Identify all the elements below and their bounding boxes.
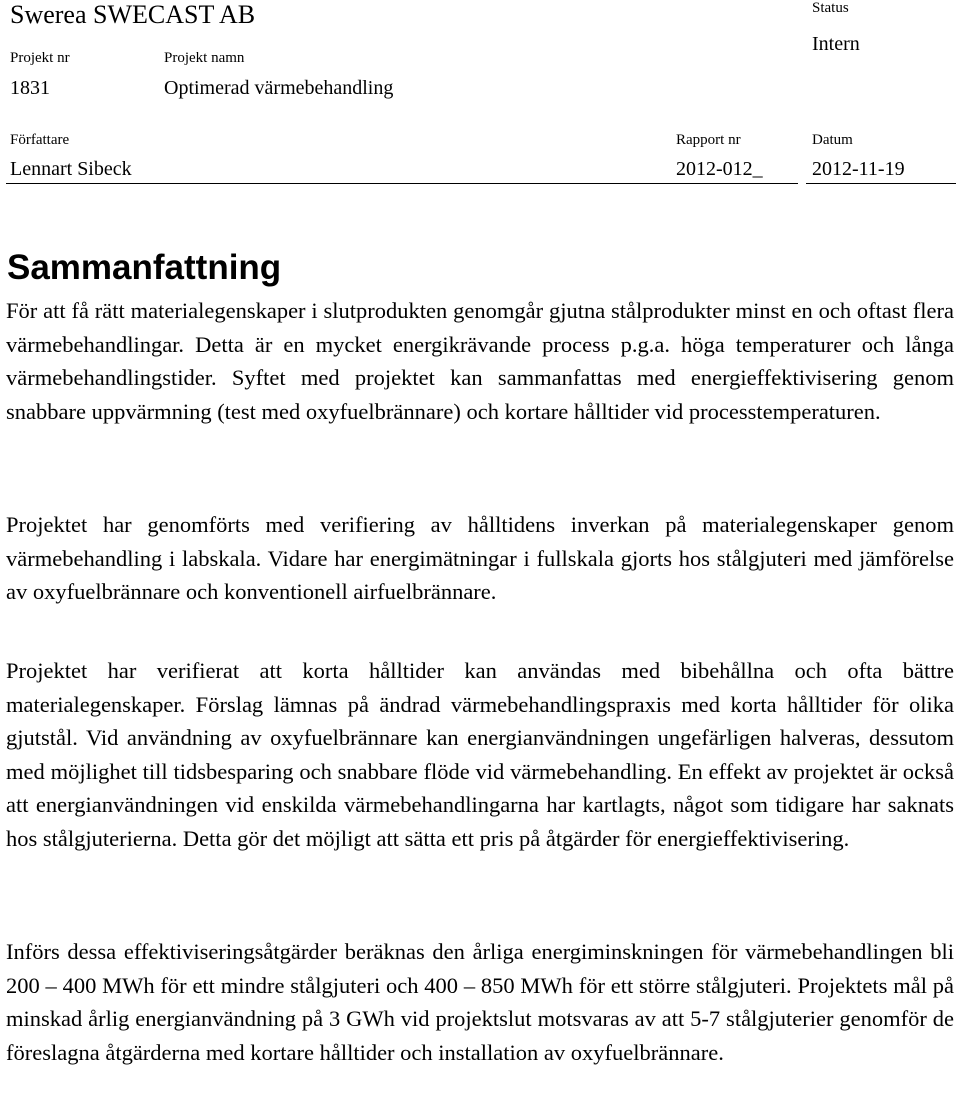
status-value: Intern <box>812 33 860 55</box>
summary-paragraph: Införs dessa effektiviseringsåtgärder beräknas den årliga energiminskningen för värmebehandlingen bli 200 – 400 MWh för ett mindre stålgjuteri och 400 – 850 MWh för ett större stålgjuteri. Projektets mål på minskad årlig energianvändning på 3 GWh vid projektslut motsvaras av att 5-7 stålgjuterier genomför de föreslagna åtgärderna med kortare hålltider och installation av oxyfuelbrännare. <box>6 939 954 1065</box>
organization-name: Swerea SWECAST AB <box>10 0 256 29</box>
author-label: Författare <box>10 132 70 148</box>
date-label: Datum <box>812 132 853 148</box>
project-name-value: Optimerad värmebehandling <box>164 77 394 99</box>
date-value: 2012-11-19 <box>812 158 905 180</box>
summary-paragraph: Projektet har verifierat att korta hålltider kan användas med bibehållna och ofta bättre materialegenskaper. Förslag lämnas på ändrad värmebehandlingspraxis med korta hålltider för olika gjutstål. Vid användning av oxyfuelbrännare kan energianvändningen ungefärligen halveras, dessutom med möjlighet till tidsbesparing och snabbare flöde vid värmebehandling. En effekt av projektet är också att energianvändningen vid enskilda värmebehandlingarna har kartlagts, något som tidigare har saknats hos stålgjuterierna. Detta gör det möjligt att sätta ett pris på åtgärder för energieffektivisering. <box>6 658 954 851</box>
report-nr-value: 2012-012_ <box>676 158 763 180</box>
header-divider <box>6 183 798 184</box>
summary-paragraph: Projektet har genomförts med verifiering av hålltidens inverkan på materialegenskaper genom värmebehandling i labskala. Vidare har energimätningar i fullskala gjorts hos stålgjuteri med jämförelse av oxyfuelbrännare och konventionell airfuelbrännare. <box>6 512 954 604</box>
summary-heading: Sammanfattning <box>7 248 282 287</box>
summary-paragraph: För att få rätt materialegenskaper i slutprodukten genomgår gjutna stålprodukter minst en och oftast flera värmebehandlingar. Detta är en mycket energikrävande process p.g.a. höga temperaturer och långa värmebehandlingstider. Syftet med projektet kan sammanfattas med energieffektivisering genom snabbare uppvärmning (test med oxyfuelbrännare) och kortare hålltider vid processtemperaturen. <box>6 298 954 424</box>
report-nr-label: Rapport nr <box>676 132 741 148</box>
project-nr-label: Projekt nr <box>10 50 70 66</box>
project-nr-value: 1831 <box>10 77 50 99</box>
project-name-label: Projekt namn <box>164 50 245 66</box>
header-divider-date <box>806 183 956 184</box>
author-value: Lennart Sibeck <box>10 158 132 180</box>
status-label: Status <box>812 0 849 16</box>
